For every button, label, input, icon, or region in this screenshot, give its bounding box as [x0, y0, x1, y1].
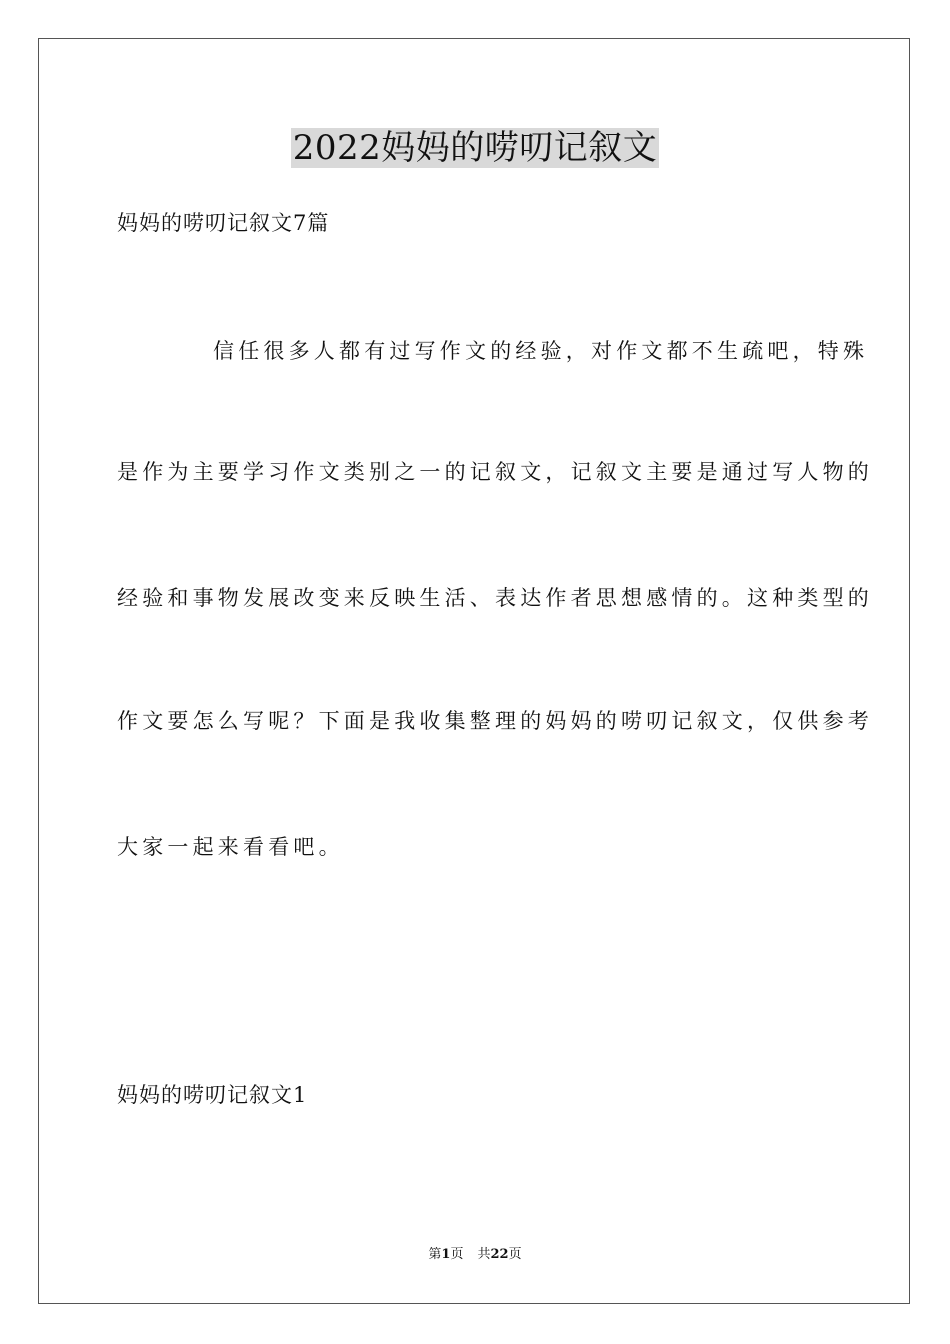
intro-line-3: 经验和事物发展改变来反映生活、表达作者思想感情的。这种类型的 [117, 586, 873, 610]
page-footer [0, 1246, 950, 1264]
title-container [0, 128, 950, 168]
intro-line-4: 作文要怎么写呢？下面是我收集整理的妈妈的唠叨记叙文，仅供参考 [117, 709, 873, 733]
document-subtitle: 妈妈的唠叨记叙文7篇 [117, 211, 330, 235]
page-prefix: 第 [428, 1247, 442, 1262]
intro-line-1: 信任很多人都有过写作文的经验，对作文都不生疏吧，特殊 [213, 339, 869, 363]
document-title: 2022妈妈的唠叨记叙文 [292, 128, 658, 168]
intro-line-5: 大家一起来看看吧。 [117, 835, 344, 859]
section-heading: 妈妈的唠叨记叙文1 [117, 1083, 308, 1107]
total-prefix: 共 [477, 1247, 491, 1262]
total-pages: 22 [490, 1247, 509, 1262]
intro-line-2: 是作为主要学习作文类别之一的记叙文，记叙文主要是通过写人物的 [117, 460, 873, 484]
page-suffix: 页 [450, 1247, 464, 1262]
total-suffix: 页 [508, 1247, 522, 1262]
page-number: 1 [441, 1247, 451, 1262]
